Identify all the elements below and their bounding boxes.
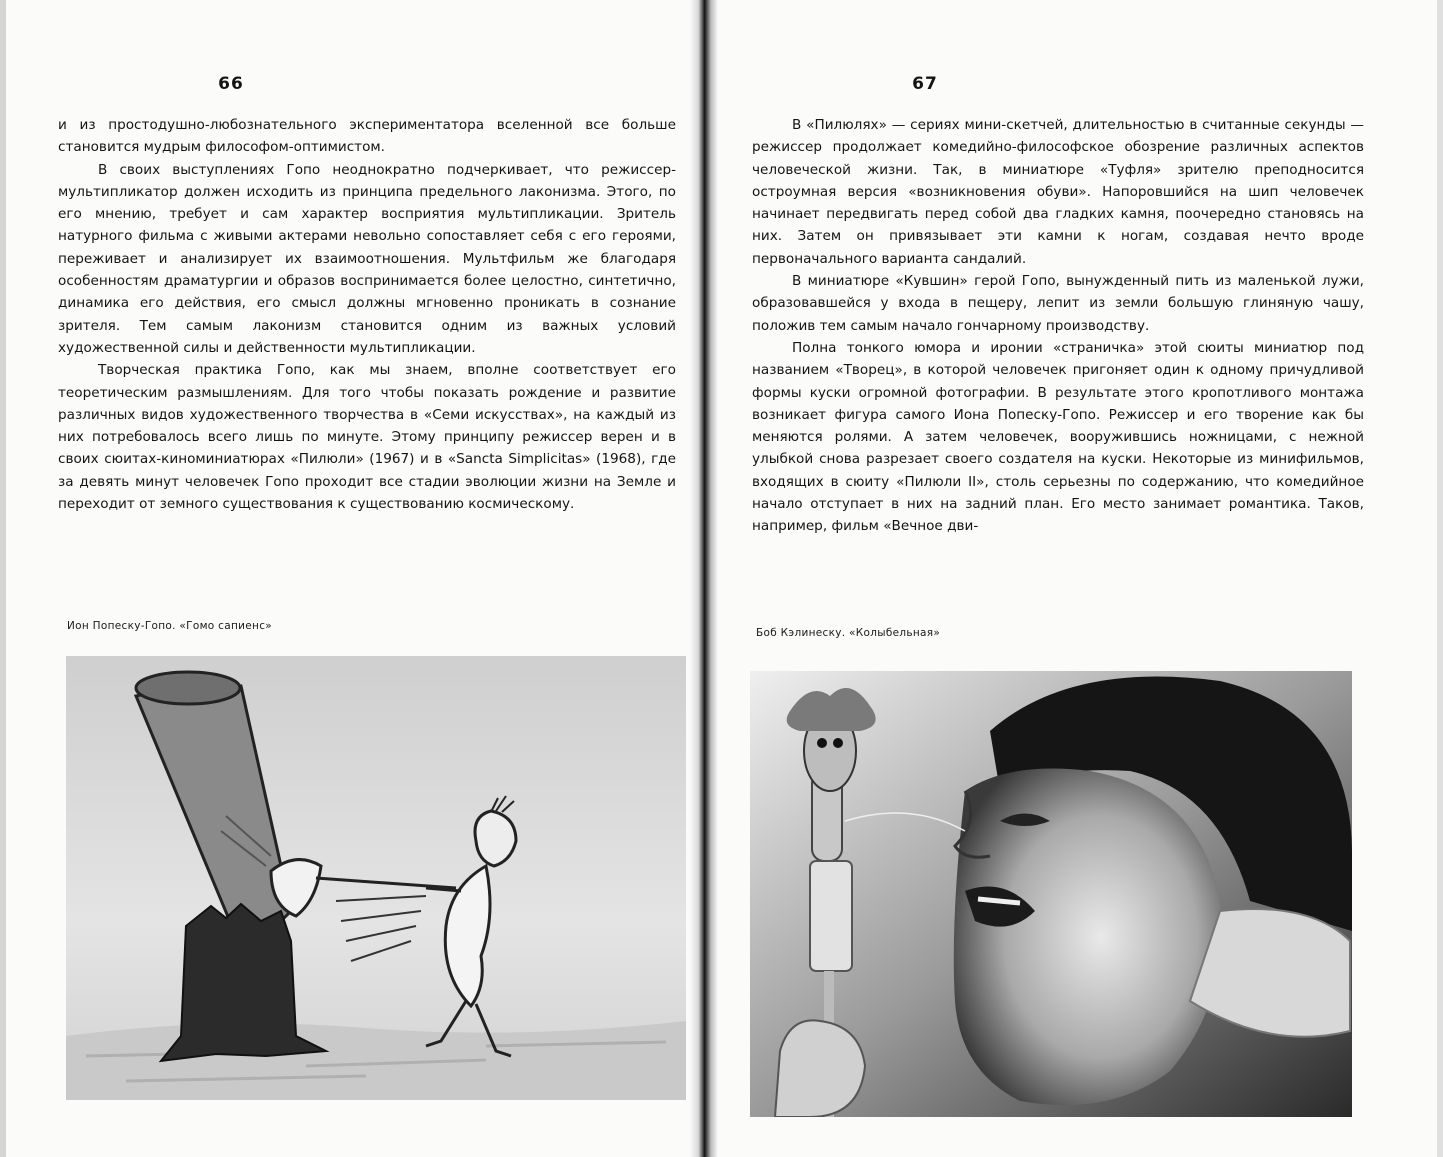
- page-edge-right: [1437, 0, 1443, 1157]
- photo-illustration: [750, 671, 1352, 1117]
- puppet-photo-image: [750, 671, 1352, 1117]
- cartoon-illustration: [66, 656, 686, 1100]
- body-text: [752, 114, 1364, 538]
- paragraph: В «Пилюлях» — сериях мини-скетчей, длительностью в считанные секунды — режиссер продолжает комедийно-философское обозрение различных аспектов человеческой жизни. Так, в миниатюре «Туфля» зрителю преподносится остроумная версия «возникновения обуви». Напоровшийся на шип человечек начинает передвигать перед собой два гладких камня, поочередно становясь на них. Затем он привязывает эти камни к ногам, создавая нечто вроде первоначального варианта сандалий.: [752, 117, 1364, 267]
- page-number: 66: [218, 74, 244, 94]
- figure-caption: Ион Попеску-Гопо. «Гомо сапиенс»: [67, 620, 272, 632]
- page-number: 67: [912, 74, 938, 94]
- paragraph: В миниатюре «Кувшин» герой Гопо, вынужденный пить из маленькой лужи, образовавшейся у входа в пещеру, лепит из земли большую глиняную чашу, положив тем самым начало гончарному производству.: [752, 273, 1364, 334]
- right-page: [752, 0, 1364, 1157]
- cartoon-still-image: [66, 656, 686, 1100]
- paragraph: Творческая практика Гопо, как мы знаем, вполне соответствует его теоретическим размышлениям. Для того чтобы показать рождение и развитие различных видов художественного творчества в «Семи искусствах», на каждый из них потребовалось всего лишь по минуте. Этому принципу режиссер верен и в своих сюитах-киноминиатюрах «Пилюли» (1967) и в «Sancta Simplicitas» (1968), где за девять минут человечек Гопо проходит все стадии эволюции жизни на Земле и переходит от земного существования к существованию космическому.: [58, 362, 676, 513]
- left-page: [58, 0, 676, 1157]
- figure-caption: Боб Кэлинеску. «Колыбельная»: [756, 627, 941, 639]
- body-text: [58, 114, 676, 515]
- paragraph: и из простодушно-любознательного экспериментатора вселенной все больше становится мудрым философом-оптимистом.: [58, 117, 676, 156]
- paragraph: В своих выступлениях Гопо неоднократно подчеркивает, что режиссер-мультипликатор должен исходить из принципа предельного лаконизма. Этого, по его мнению, требует и сам характер восприятия мультипликации. Зритель натурного фильма с живыми актерами невольно сопоставляет себя с его героями, переживает и анализирует их взаимоотношения. Мультфильм же благодаря особенностям драматургии и образов воспринимается более целостно, синтетично, динамика его действия, его смысл должны мгновенно проникать в сознание зрителя. Тем самым лаконизм становится одним из важных условий художественной силы и действенности мультипликации.: [58, 161, 676, 356]
- page-edge-left: [0, 0, 6, 1157]
- book-gutter: [690, 0, 718, 1157]
- paragraph: Полна тонкого юмора и иронии «страничка» этой сюиты миниатюр под названием «Творец», в которой человечек пригоняет один к одному причудливой формы куски огромной фотографии. В результате этого кропотливого монтажа возникает фигура самого Иона Попеску-Гопо. Режиссер и его творение как бы меняются ролями. А затем человечек, вооружившись ножницами, с нежной улыбкой снова разрезает своего создателя на куски. Некоторые из минифильмов, входящих в сюиту «Пилюли II», столь серьезны по содержанию, что комедийное начало отступает в них на задний план. Его место занимает романтика. Таков, например, фильм «Вечное дви-: [752, 339, 1364, 535]
